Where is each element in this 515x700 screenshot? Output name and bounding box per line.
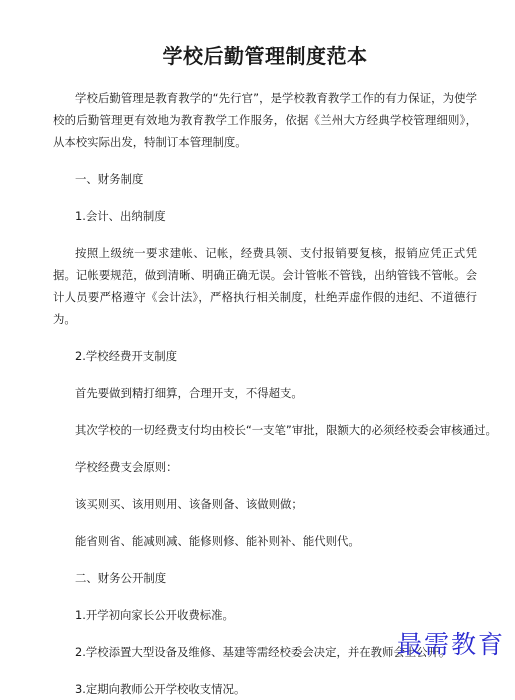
section1-heading: 一、财务制度	[75, 172, 144, 186]
section1-sub1-heading: 1.会计、出纳制度	[75, 209, 166, 223]
section2-item3: 3.定期向教师公开学校收支情况。	[75, 682, 246, 696]
watermark-text: 最需教育	[396, 630, 505, 659]
section1-sub1-paragraph: 按照上级统一要求建帐、记帐，经费具领、支付报销要复核，报销应凭正式凭据。记帐要规范，做到清晰、明确正确无误。会计管帐不管钱，出纳管钱不管帐。会计人员要严格遵守《会计法》，严格执行相关制度，杜绝弄虚作假的违纪、不道德行为。	[53, 246, 477, 326]
section2-heading: 二、财务公开制度	[75, 571, 167, 585]
section1-sub2-line1: 首先要做到精打细算，合理开支，不得超支。	[75, 386, 303, 400]
intro-paragraph: 学校后勤管理是教育教学的“先行官”，是学校教育教学工作的有力保证，为使学校的后勤管理更有效地为教育教学工作服务，依据《兰州大方经典学校管理细则》，从本校实际出发，特制订本管理制度。	[53, 91, 477, 149]
section1-sub2-line2: 其次学校的一切经费支付均由校长“一支笔”审批，限额大的必须经校委会审核通过。	[75, 423, 497, 437]
principles-line1: 该买则买、该用则用、该备则备、该做则做；	[75, 497, 303, 511]
principles-line2: 能省则省、能减则减、能修则修、能补则补、能代则代。	[75, 534, 360, 548]
document-title: 学校后勤管理制度范本	[162, 44, 368, 68]
section2-item2: 2.学校添置大型设备及维修、基建等需经校委会决定，并在教师会上公开。	[75, 645, 451, 659]
principles-heading: 学校经费支会原则：	[75, 460, 178, 474]
section2-item1: 1.开学初向家长公开收费标准。	[75, 608, 234, 622]
section1-sub2-heading: 2.学校经费开支制度	[75, 349, 177, 363]
